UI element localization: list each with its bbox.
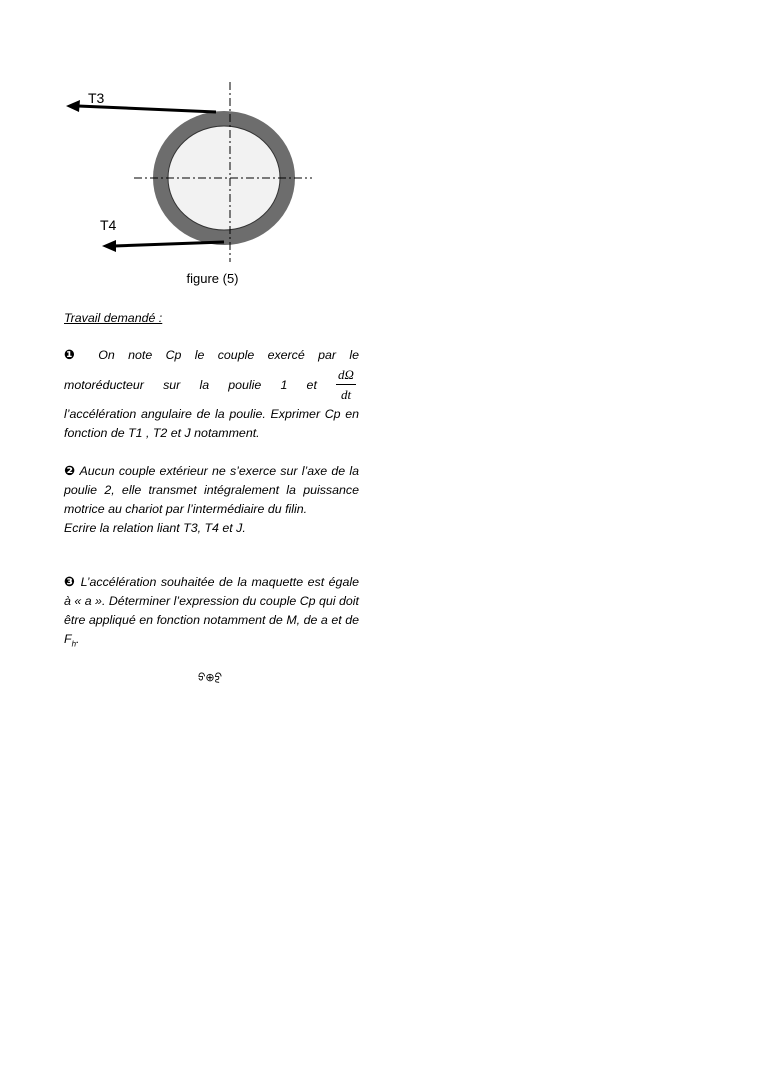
t3-arrow [78,106,216,112]
question-1-text-line1: On note Cp le couple exercé par le [98,348,359,362]
t4-arrow [114,242,224,246]
question-1-rest: l’accélération angulaire de la poulie. Exprimer Cp en fonction de T1 , T2 et J notamment. [64,407,359,440]
question-2-line2: Ecrire la relation liant T3, T4 et J. [64,521,246,535]
question-1-word: sur [163,377,181,392]
question-1-marker: ❶ [64,348,85,363]
question-2-marker: ❷ [64,464,76,479]
figure-caption: figure (5) [186,271,239,286]
question-3-end: . [76,632,80,646]
t4-arrowhead [102,240,116,252]
question-2-text: Aucun couple extérieur ne s’exerce sur l’axe de la poulie 2, elle transmet intégralement la puissance motrice au chariot par l’intermédiaire du filin. [64,464,360,516]
t3-arrowhead [66,100,80,112]
question-1 [64,346,359,443]
question-1-line2 [64,365,359,405]
section-heading: Travail demandé : [64,311,163,325]
question-1-line1 [64,346,359,365]
question-3-subscript: h [71,639,77,649]
question-1-word: motoréducteur [64,377,144,392]
question-1-word: 1 [280,377,288,392]
end-ornament: ᢒ⊕ᢓ [197,671,223,684]
pulley-figure [0,0,763,300]
question-3-paragraph [64,573,359,653]
t4-label: T4 [100,217,117,233]
question-1-word: la [199,377,210,392]
question-3-marker: ❸ [64,575,77,590]
question-1-word: poulie [228,377,262,392]
question-1-word: et [306,377,317,392]
t3-label: T3 [88,90,105,106]
fraction-numerator: dΩ [336,367,356,385]
angular-acceleration-fraction [336,367,356,403]
question-2 [64,462,359,538]
question-2-paragraph [64,462,359,519]
question-3 [64,573,359,653]
fraction-denominator: dt [340,387,352,402]
question-3-text: L’accélération souhaitée de la maquette est égale à « a ». Déterminer l’expression du couple Cp qui doit être appliqué en fonction notamment de M, de a et de F [64,575,359,646]
